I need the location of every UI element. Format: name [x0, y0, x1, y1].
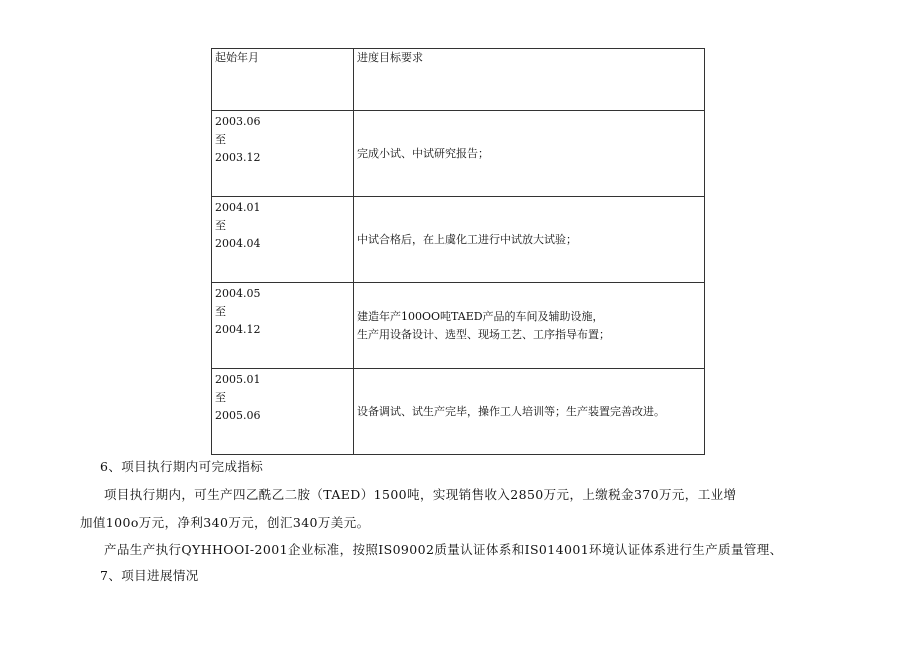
- period-to-word: 至: [215, 133, 226, 146]
- section-6-text-line-1: 项目执行期内，可生产四乙酰乙二胺（TAED）1500吨，实现销售收入2850万元，上缴税金370万元，工业增: [104, 487, 737, 502]
- goal-line: 建造年产100OO吨TAED产品的车间及辅助设施，: [357, 309, 604, 323]
- goal-cell: [354, 283, 705, 369]
- goal-line: 完成小试、中试研究报告；: [357, 146, 489, 160]
- period-to-word: 至: [215, 391, 226, 404]
- period-to: 2004.12: [215, 323, 261, 336]
- goal-cell: [354, 111, 705, 197]
- period-from: 2003.06: [215, 115, 261, 128]
- period-to: 2005.06: [215, 409, 261, 422]
- period-from: 2004.05: [215, 287, 261, 300]
- header-goal-text: 进度目标要求: [357, 51, 423, 64]
- table-row: [212, 197, 705, 283]
- goal-cell: [354, 197, 705, 283]
- period-to-word: 至: [215, 219, 226, 232]
- goal-line: 生产用设备设计、选型、现场工艺、工序指导布置；: [357, 327, 610, 341]
- quality-standard-text: 产品生产执行QYHHOOI-2001企业标准，按照IS09002质量认证体系和IS014001环境认证体系进行生产质量管理、: [104, 542, 783, 557]
- goal-line: 设备调试、试生产完毕，操作工人培训等；生产装置完善改进。: [357, 404, 665, 418]
- progress-schedule-table: [211, 48, 705, 455]
- header-start-date: [212, 49, 354, 111]
- period-to: 2003.12: [215, 151, 261, 164]
- period-cell: [212, 369, 354, 455]
- table-header-row: [212, 49, 705, 111]
- section-6-heading: 6、项目执行期内可完成指标: [100, 459, 264, 474]
- header-goal: [354, 49, 705, 111]
- period-from: 2004.01: [215, 201, 261, 214]
- period-cell: [212, 111, 354, 197]
- goal-cell: [354, 369, 705, 455]
- table-row: [212, 111, 705, 197]
- section-6-text-line-2: 加值100o万元，净利340万元，创汇340万美元。: [80, 515, 370, 530]
- table-row: [212, 369, 705, 455]
- goal-line: 中试合格后，在上虞化工进行中试放大试验；: [357, 232, 577, 246]
- period-cell: [212, 197, 354, 283]
- period-to-word: 至: [215, 305, 226, 318]
- period-cell: [212, 283, 354, 369]
- table-row: [212, 283, 705, 369]
- period-to: 2004.04: [215, 237, 261, 250]
- header-start-date-text: 起始年月: [215, 51, 259, 64]
- period-from: 2005.01: [215, 373, 261, 386]
- section-7-heading: 7、项目进展情况: [100, 568, 199, 583]
